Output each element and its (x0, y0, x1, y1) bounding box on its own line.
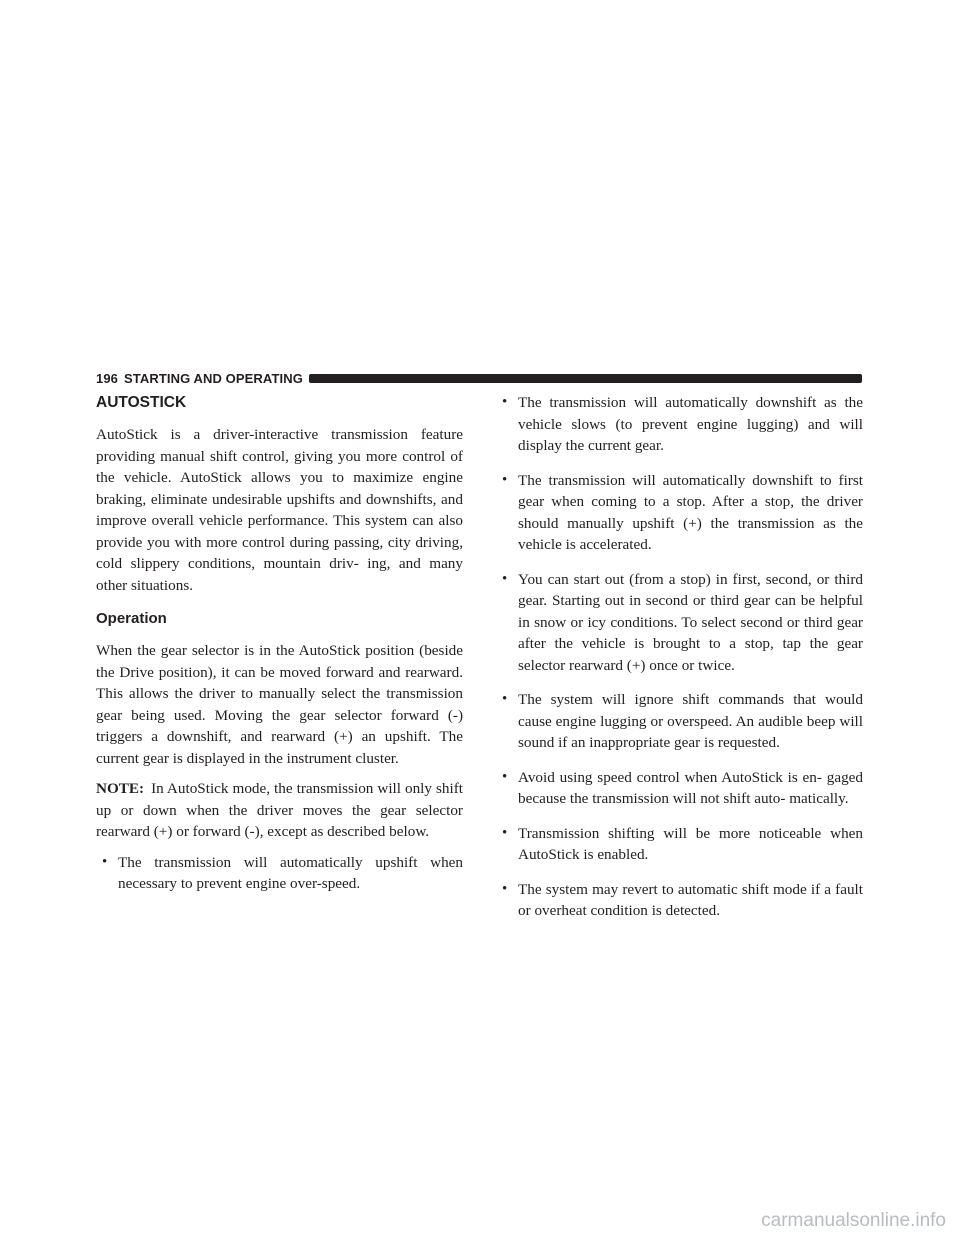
note-text: In AutoStick mode, the transmission will only shift up or down when the driver moves the gear selector rearward (+) or forward (-), except as described below. (96, 780, 463, 840)
bullet-icon: • (502, 394, 508, 410)
section-title: STARTING AND OPERATING (124, 370, 303, 386)
right-bullet-list (496, 392, 863, 922)
list-item (96, 852, 463, 895)
list-item (496, 767, 863, 810)
list-item (496, 879, 863, 922)
list-item-text: Avoid using speed control when AutoStick is en- gaged because the transmission will not shift auto- matically. (518, 768, 863, 807)
note-paragraph (96, 778, 463, 843)
list-item-text: The system will ignore shift commands that would cause engine lugging or overspeed. An audible beep will sound if an inappropriate gear is requested. (518, 691, 863, 751)
list-item-text: The system may revert to automatic shift mode if a fault or overheat condition is detected. (518, 880, 863, 919)
bullet-icon: • (502, 471, 508, 488)
list-item-text: You can start out (from a stop) in first, second, or third gear. Starting out in second or third gear can be helpful in snow or icy conditions. To select second or third gear after the vehicle is brought to a stop, tap the gear selector rearward (+) once or twice. (518, 570, 863, 674)
left-bullet-list (96, 852, 463, 895)
bullet-icon: • (502, 691, 508, 707)
bullet-icon: • (102, 853, 108, 870)
list-item-text: The transmission will automatically downshift to first gear when coming to a stop. After a stop, the driver should manually upshift (+) the transmission as the vehicle is accelerated. (518, 471, 863, 553)
right-column (496, 392, 863, 935)
list-item (496, 823, 863, 866)
watermark-link[interactable]: carmanualsonline.info (761, 1210, 946, 1231)
section-heading: AUTOSTICK (96, 394, 187, 411)
list-item (496, 689, 863, 754)
subheading-operation: Operation (96, 610, 167, 627)
bullet-icon: • (502, 768, 508, 785)
list-item-text: Transmission shifting will be more noticeable when AutoStick is enabled. (518, 824, 863, 863)
bullet-icon: • (502, 824, 508, 841)
list-item-text: The transmission will automatically upshift when necessary to prevent engine over-speed. (118, 853, 463, 892)
list-item (496, 392, 863, 457)
list-item (496, 569, 863, 677)
intro-paragraph: AutoStick is a driver-interactive transmission feature providing manual shift control, giving you more control of the vehicle. AutoStick allows you to maximize engine braking, eliminate undesirable upshifts and downshifts, and improve overall vehicle performance. This system can also provide you with more control during passing, city driving, cold slippery conditions, mountain driv- ing, and many other situations. (96, 426, 463, 594)
note-label: NOTE: (96, 780, 145, 797)
bullet-icon: • (502, 570, 508, 587)
operation-paragraph: When the gear selector is in the AutoStick position (beside the Drive position), it can be moved forward and rearward. This allows the driver to manually select the transmission gear being used. Moving the gear selector forward (-) triggers a downshift, and rearward (+) an upshift. The current gear is displayed in the instrument cluster. (96, 642, 463, 767)
bullet-icon: • (502, 880, 508, 897)
page-header (96, 368, 862, 388)
page-number: 196 (96, 370, 118, 386)
list-item-text: The transmission will automatically downshift as the vehicle slows (to prevent engine lugging) and will display the current gear. (518, 394, 863, 454)
left-column (96, 392, 463, 908)
list-item (496, 470, 863, 556)
header-rule (309, 374, 862, 383)
